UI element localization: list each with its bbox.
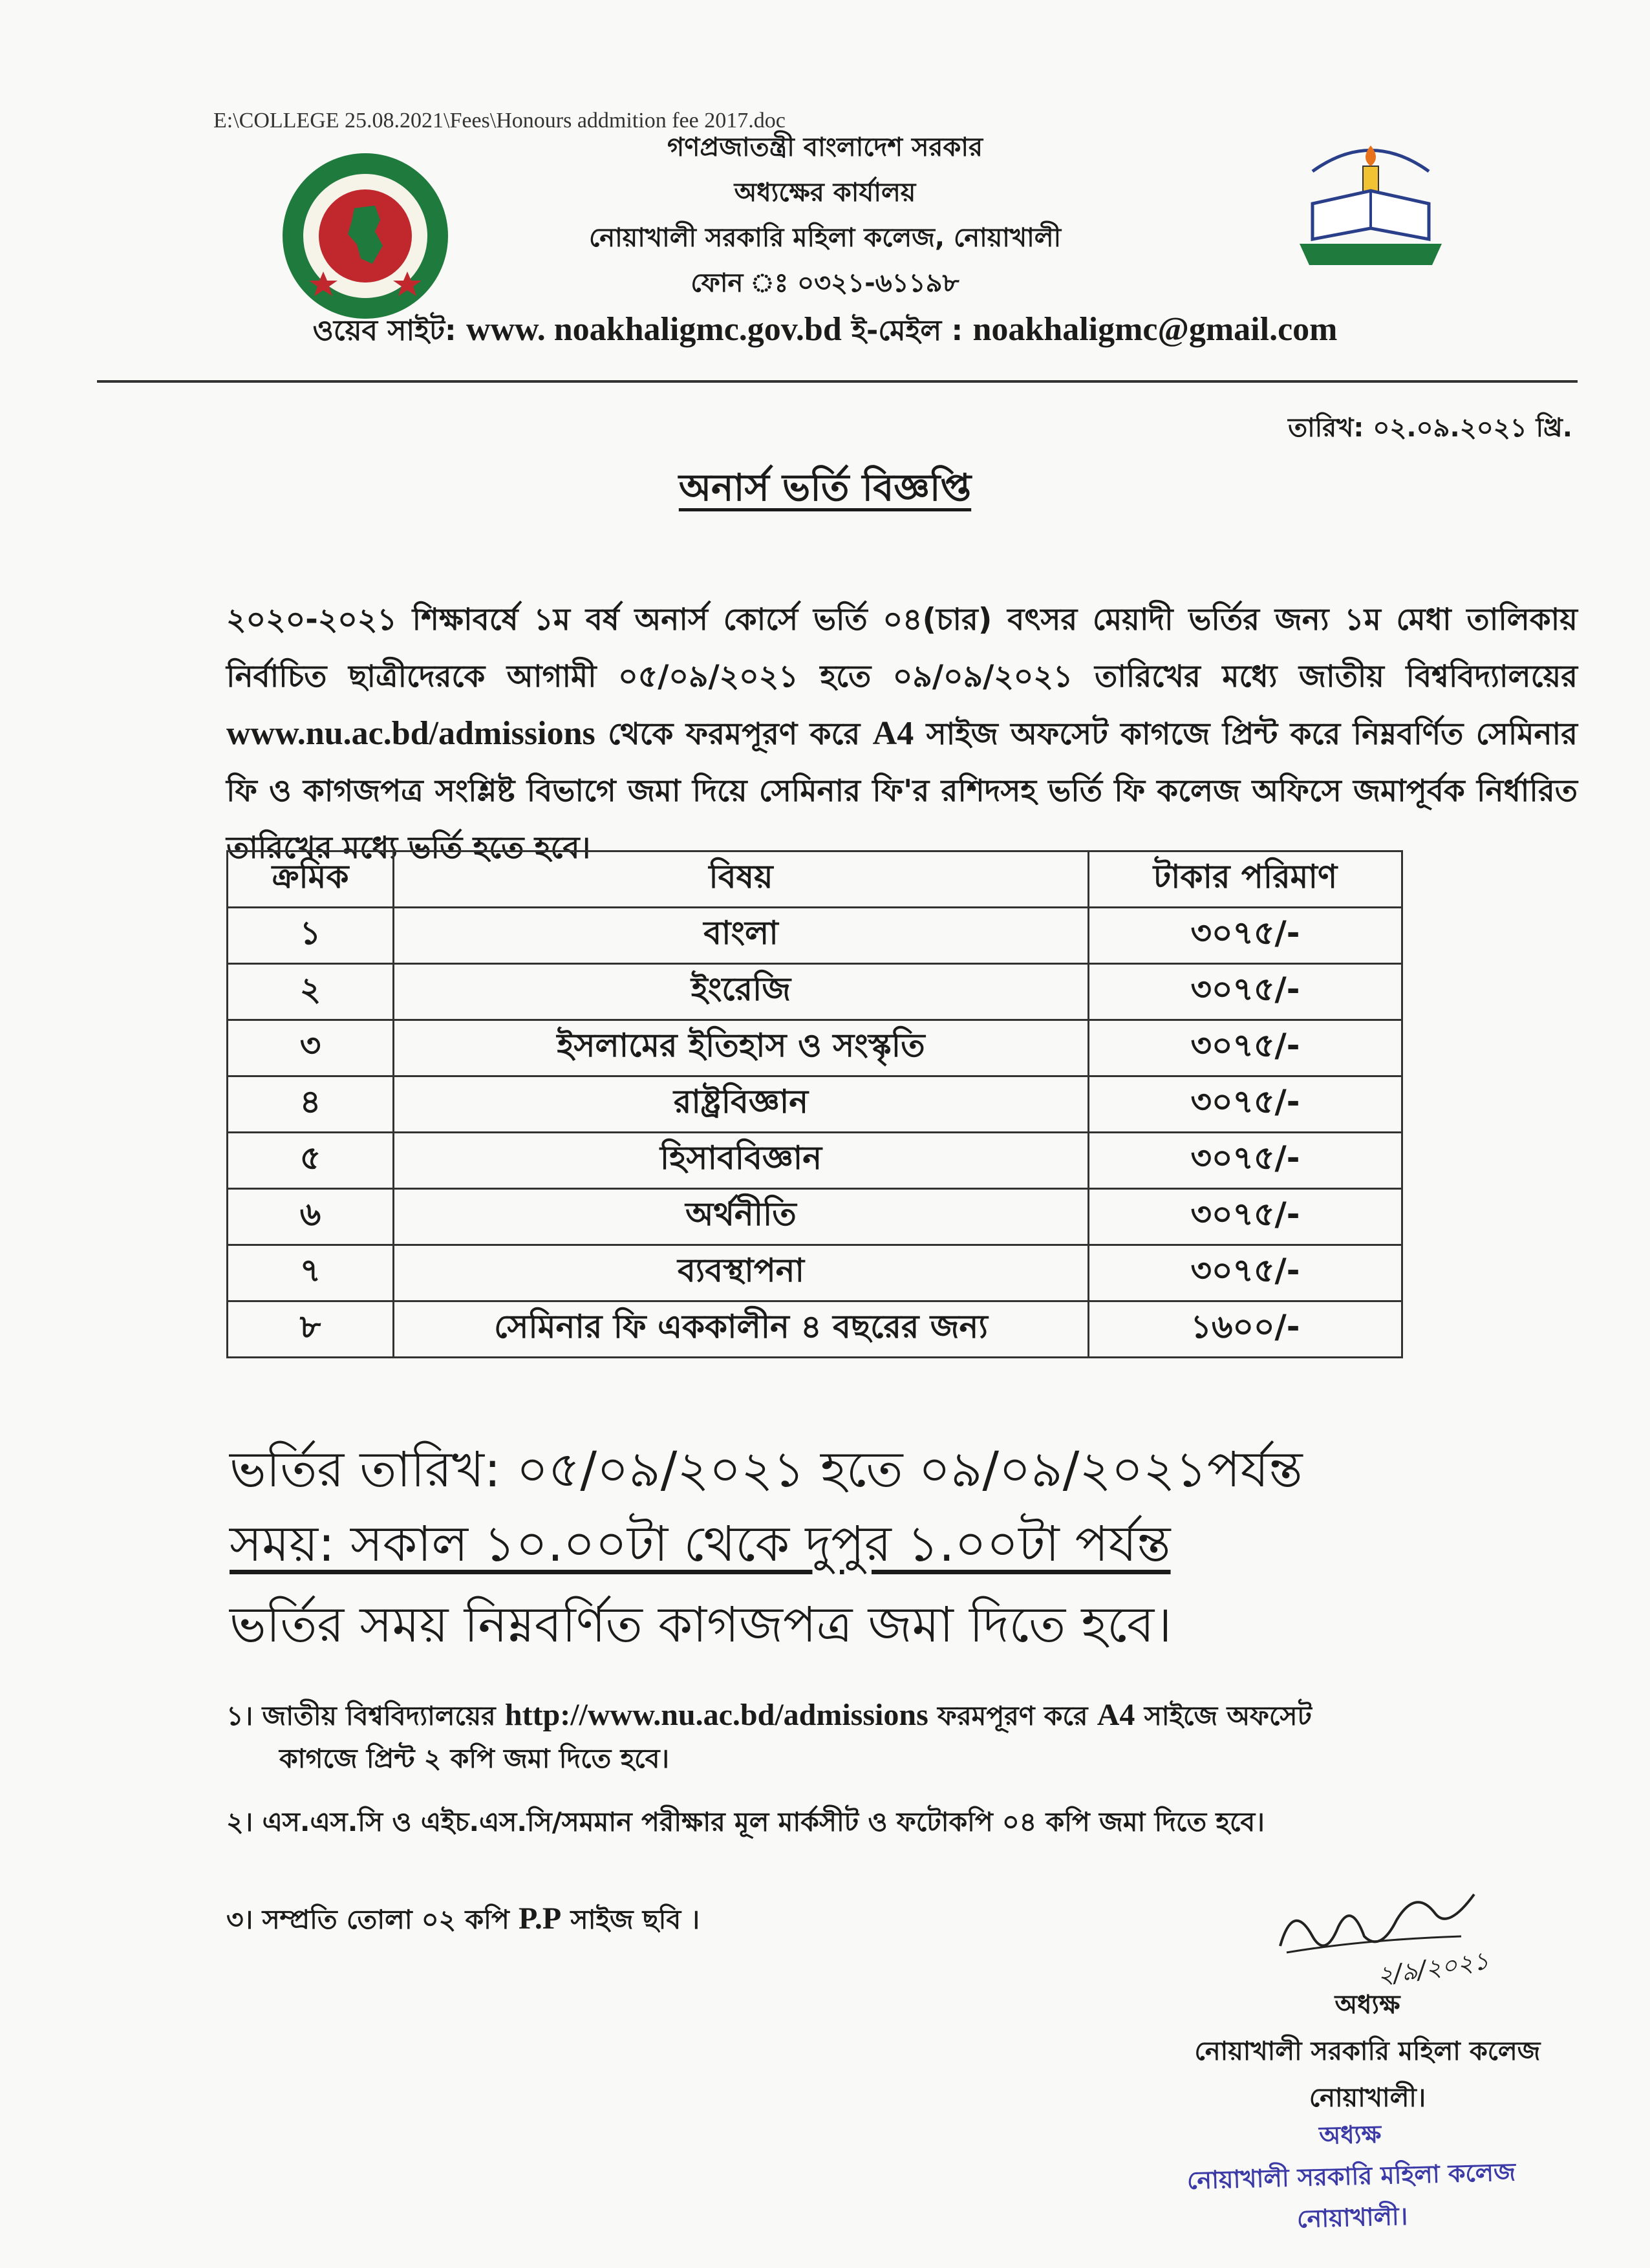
table-row — [228, 964, 1402, 1020]
header-subject: বিষয় — [394, 851, 1089, 908]
req1-url-link[interactable]: http://www.nu.ac.bd/admissions — [504, 1698, 928, 1732]
row-amount: ৩০৭৫/- — [1089, 1076, 1402, 1133]
table-row — [228, 1189, 1402, 1245]
table-row — [228, 1301, 1402, 1358]
row-serial: ৭ — [228, 1245, 394, 1301]
req3-rest: সাইজ ছবি । — [570, 1904, 700, 1935]
admission-date-line: ভর্তির তারিখ: ০৫/০৯/২০২১ হতে ০৯/০৯/২০২১পর্যন্ত — [230, 1440, 1303, 1498]
row-amount: ৩০৭৫/- — [1089, 1020, 1402, 1076]
row-subject: হিসাববিজ্ঞান — [394, 1133, 1089, 1189]
signature-designation: অধ্যক্ষ — [1334, 1990, 1400, 2020]
row-subject: অর্থনীতি — [394, 1189, 1089, 1245]
row-serial: ৮ — [228, 1301, 394, 1358]
signature-college: নোয়াখালী সরকারি মহিলা কলেজ — [1194, 2037, 1541, 2066]
req1-prefix: ১। জাতীয় বিশ্ববিদ্যালয়ের — [226, 1700, 496, 1731]
email-label: ই-মেইল : — [852, 314, 963, 347]
admission-time-text: সময়: সকাল ১০.০০টা থেকে দুপুর ১.০০টা পর্যন্ত — [230, 1515, 1171, 1572]
notice-date: তারিখ: ০২.০৯.২০২১ খ্রি. — [1288, 413, 1572, 443]
row-amount: ৩০৭৫/- — [1089, 964, 1402, 1020]
fee-table — [226, 850, 1403, 1358]
signature-block — [1157, 1982, 1578, 2121]
req3-pp: P.P — [519, 1901, 562, 1936]
paragraph-text-3: সাইজ অফসেট কাগজে প্রিন্ট করে নিম্নবর্ণিত সেমিনার ফি ও কাগজপত্র সংশ্লিষ্ট বিভাগে জমা দিয়ে সেমিনার ফি'র রশিদসহ ভর্তি ফি কলেজ অফিসে জমাপূর্বক নির্ধারিত তারিখের মধ্যে ভর্তি হতে হবে। — [226, 716, 1578, 866]
email-link[interactable]: noakhaligmc@gmail.com — [972, 311, 1338, 348]
paragraph-text-1: ২০২০-২০২১ শিক্ষাবর্ষে ১ম বর্ষ অনার্স কোর্সে ভর্তি ০৪(চার) বৎসর মেয়াদী ভর্তির জন্য ১ম মেধা তালিকায় নির্বাচিত ছাত্রীদেরকে আগামী ০৫/০৯/২০২১ হতে ০৯/০৯/২০২১ তারিখের মধ্যে জাতীয় বিশ্ববিদ্যালয়ের — [226, 602, 1578, 694]
table-row — [228, 1133, 1402, 1189]
req1-rest: সাইজে অফসেট — [1144, 1700, 1312, 1731]
req3-prefix: ৩। সম্প্রতি তোলা ০২ কপি — [226, 1904, 509, 1935]
requirement-item-1 — [226, 1694, 1584, 1780]
website-link[interactable]: www. noakhaligmc.gov.bd — [466, 311, 842, 348]
header-divider — [97, 380, 1578, 383]
row-serial: ৬ — [228, 1189, 394, 1245]
header-phone: ফোন ঃ ০৩২১-৬১১৯৮ — [691, 268, 959, 298]
notice-title — [0, 459, 1650, 522]
stamp-place: নোয়াখালী। — [1296, 2201, 1408, 2234]
row-subject: ইংরেজি — [394, 964, 1089, 1020]
row-serial: ১ — [228, 908, 394, 964]
header-office: অধ্যক্ষের কার্যালয় — [734, 178, 916, 208]
fee-table-header — [228, 851, 1402, 908]
header-serial: ক্রমিক — [228, 851, 394, 908]
notice-title-text: অনার্স ভর্তি বিজ্ঞপ্তি — [678, 465, 972, 509]
req1-line2: কাগজে প্রিন্ট ২ কপি জমা দিতে হবে। — [279, 1743, 670, 1774]
row-subject: ইসলামের ইতিহাস ও সংস্কৃতি — [394, 1020, 1089, 1076]
row-amount: ৩০৭৫/- — [1089, 908, 1402, 964]
admission-time-line — [230, 1506, 1171, 1589]
header-government: গণপ্রজাতন্ত্রী বাংলাদেশ সরকার — [667, 133, 983, 162]
file-path: E:\COLLEGE 25.08.2021\Fees\Honours addmition fee 2017.doc — [213, 109, 786, 133]
table-row — [228, 1076, 1402, 1133]
row-serial: ৪ — [228, 1076, 394, 1133]
row-subject: বাংলা — [394, 908, 1089, 964]
paragraph-text-2: থেকে ফরমপূরণ করে — [608, 716, 861, 752]
documents-heading: ভর্তির সময় নিম্নবর্ণিত কাগজপত্র জমা দিতে হবে। — [230, 1596, 1172, 1653]
row-amount: ৩০৭৫/- — [1089, 1133, 1402, 1189]
signature-place: নোয়াখালী। — [1309, 2083, 1426, 2113]
row-amount: ৩০৭৫/- — [1089, 1189, 1402, 1245]
notice-paragraph — [226, 592, 1578, 877]
row-serial: ৩ — [228, 1020, 394, 1076]
stamp-college: নোয়াখালী সরকারি মহিলা কলেজ — [1186, 2157, 1516, 2195]
req1-mid: ফরমপূরণ করে — [938, 1700, 1088, 1731]
row-subject: সেমিনার ফি এককালীন ৪ বছরের জন্য — [394, 1301, 1089, 1358]
website-label: ওয়েব সাইট: — [312, 314, 456, 347]
principal-stamp — [1156, 2109, 1547, 2243]
req1-a4: A4 — [1097, 1698, 1135, 1732]
table-row — [228, 1020, 1402, 1076]
paper-size-a4: A4 — [872, 715, 914, 752]
header-amount: টাকার পরিমাণ — [1089, 851, 1402, 908]
row-subject: রাষ্ট্রবিজ্ঞান — [394, 1076, 1089, 1133]
row-serial: ৫ — [228, 1133, 394, 1189]
header-contact — [0, 309, 1650, 356]
table-row — [228, 908, 1402, 964]
signature-date: ২/৯/২০২১ — [1375, 1946, 1491, 1990]
row-amount: ১৬০০/- — [1089, 1301, 1402, 1358]
row-serial: ২ — [228, 964, 394, 1020]
admission-url-link[interactable]: www.nu.ac.bd/admissions — [226, 715, 595, 752]
row-subject: ব্যবস্থাপনা — [394, 1245, 1089, 1301]
stamp-designation: অধ্যক্ষ — [1318, 2119, 1382, 2150]
header-college: নোয়াখালী সরকারি মহিলা কলেজ, নোয়াখালী — [588, 223, 1062, 253]
requirement-item-2: ২। এস.এস.সি ও এইচ.এস.সি/সমমান পরীক্ষার মূল মার্কসীট ও ফটোকপি ০৪ কপি জমা দিতে হবে। — [226, 1806, 1265, 1837]
row-amount: ৩০৭৫/- — [1089, 1245, 1402, 1301]
table-row — [228, 1245, 1402, 1301]
